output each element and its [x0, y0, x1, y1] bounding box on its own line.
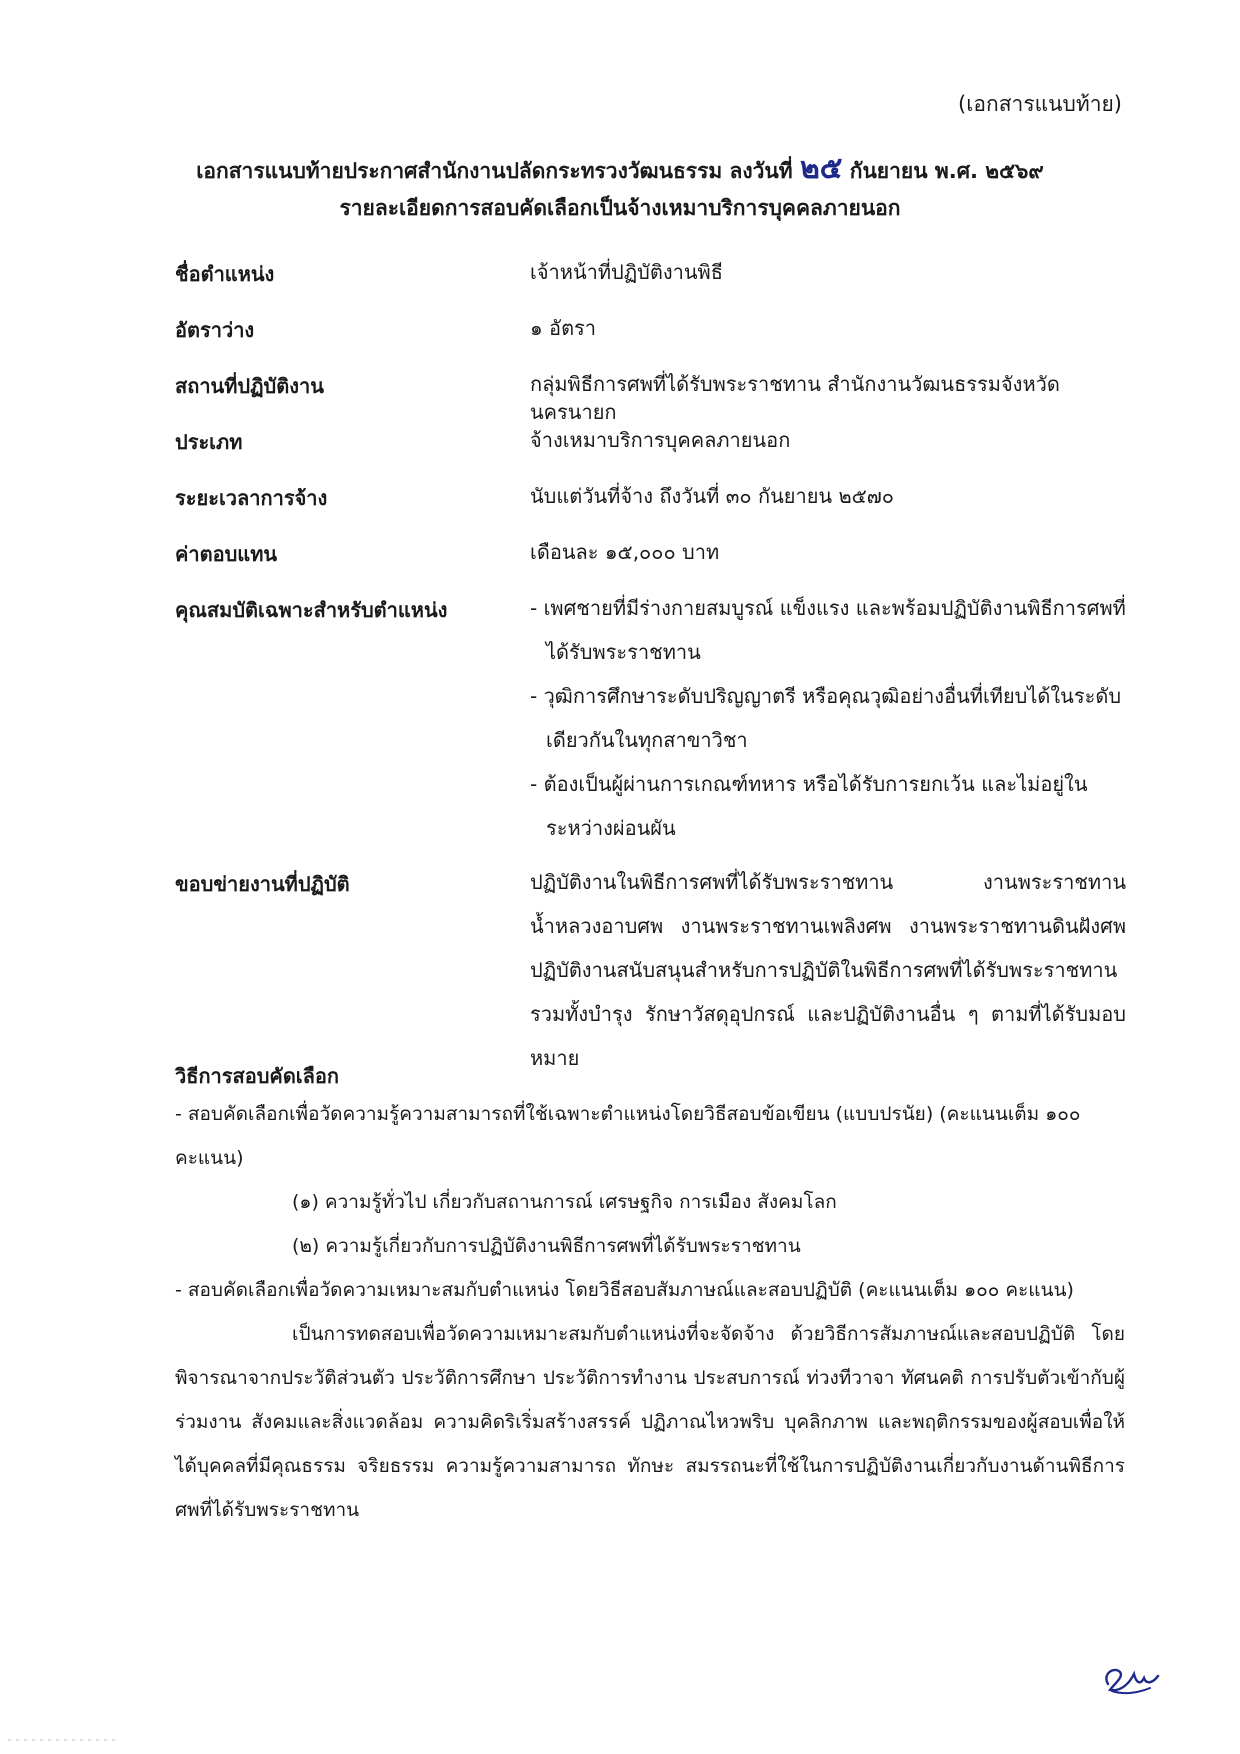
- qualification-item: - เพศชายที่มีร่างกายสมบูรณ์ แข็งแรง และพร้อมปฏิบัติงานพิธีการศพที่ได้รับพระราชทาน: [530, 596, 1126, 664]
- document-title-line2: รายละเอียดการสอบคัดเลือกเป็นจ้างเหมาบริการบุคคลภายนอก: [339, 196, 901, 220]
- scope-line: น้ำหลวงอาบศพ งานพระราชทานเพลิงศพ งานพระราชทานดินฝังศพ: [530, 914, 1126, 938]
- scan-specks: [8, 1738, 118, 1742]
- handwritten-day: ๒๕: [799, 151, 843, 186]
- attachment-note: (เอกสารแนบท้าย): [958, 92, 1122, 116]
- qualifications-list: [530, 586, 1126, 850]
- field-value: เดือนละ ๑๕,๐๐๐ บาท: [530, 540, 720, 564]
- exam-topic: (๑) ความรู้ทั่วไป เกี่ยวกับสถานการณ์ เศรษฐกิจ การเมือง สังคมโลก: [292, 1191, 837, 1213]
- qualification-item: - ต้องเป็นผู้ผ่านการเกณฑ์ทหาร หรือได้รับการยกเว้น และไม่อยู่ในระหว่างผ่อนผัน: [530, 772, 1088, 840]
- field-label: คุณสมบัติเฉพาะสำหรับตำแหน่ง: [175, 598, 448, 622]
- selection-body: [175, 1092, 1125, 1532]
- field-label: ค่าตอบแทน: [175, 542, 278, 566]
- signature-initials: [1100, 1660, 1162, 1696]
- written-exam-text: - สอบคัดเลือกเพื่อวัดความรู้ความสามารถที่ใช้เฉพาะตำแหน่งโดยวิธีสอบข้อเขียน (แบบปรนัย) (คะแนนเต็ม ๑๐๐ คะแนน): [175, 1103, 1081, 1169]
- exam-topic: (๒) ความรู้เกี่ยวกับการปฏิบัติงานพิธีการศพที่ได้รับพระราชทาน: [292, 1235, 801, 1257]
- field-label: ระยะเวลาการจ้าง: [175, 486, 328, 510]
- field-value: กลุ่มพิธีการศพที่ได้รับพระราชทาน สำนักงานวัฒนธรรมจังหวัดนครนายก: [530, 372, 1060, 424]
- scope-text: [530, 860, 1126, 1080]
- interview-description: เป็นการทดสอบเพื่อวัดความเหมาะสมกับตำแหน่งที่จะจัดจ้าง ด้วยวิธีการสัมภาษณ์และสอบปฏิบัติ โดยพิจารณาจากประวัติส่วนตัว ประวัติการศึกษา ประวัติการทำงาน ประสบการณ์ ท่วงทีวาจา ทัศนคติ การปรับตัวเข้ากับผู้ร่วมงาน สังคมและสิ่งแวดล้อม ความคิดริเริ่มสร้างสรรค์ ปฏิภาณไหวพริบ บุคลิกภาพ และพฤติกรรมของผู้สอบเพื่อให้ได้บุคคลที่มีคุณธรรม จริยธรรม ความรู้ความสามารถ ทักษะ สมรรถนะที่ใช้ในการปฏิบัติงานเกี่ยวกับงานด้านพิธีการศพที่ได้รับพระราชทาน: [175, 1323, 1125, 1521]
- scope-line: รวมทั้งบำรุง รักษาวัสดุอุปกรณ์ และปฏิบัติงานอื่น ๆ ตามที่ได้รับมอบหมาย: [530, 1002, 1126, 1070]
- title-text-before: เอกสารแนบท้ายประกาศสำนักงานปลัดกระทรวงวัฒนธรรม ลงวันที่: [196, 159, 793, 183]
- field-label: ชื่อตำแหน่ง: [175, 262, 275, 286]
- field-value: ๑ อัตรา: [530, 316, 597, 340]
- field-value: จ้างเหมาบริการบุคคลภายนอก: [530, 428, 791, 452]
- qualification-item: - วุฒิการศึกษาระดับปริญญาตรี หรือคุณวุฒิอย่างอื่นที่เทียบได้ในระดับเดียวกันในทุกสาขาวิชา: [530, 684, 1122, 752]
- title-text-after: กันยายน พ.ศ. ๒๕๖๙: [849, 159, 1044, 183]
- field-label: อัตราว่าง: [175, 318, 255, 342]
- selection-heading: วิธีการสอบคัดเลือก: [175, 1064, 340, 1088]
- field-label: สถานที่ปฏิบัติงาน: [175, 374, 324, 398]
- field-label: ขอบข่ายงานที่ปฏิบัติ: [175, 872, 350, 896]
- scope-line: ปฏิบัติงานสนับสนุนสำหรับการปฏิบัติในพิธีการศพที่ได้รับพระราชทาน: [530, 958, 1118, 982]
- scope-line: ปฏิบัติงานในพิธีการศพที่ได้รับพระราชทาน งานพระราชทาน: [530, 870, 1126, 894]
- field-label: ประเภท: [175, 430, 243, 454]
- document-title-line1: [0, 145, 1240, 192]
- field-value: เจ้าหน้าที่ปฏิบัติงานพิธี: [530, 260, 723, 284]
- field-value: นับแต่วันที่จ้าง ถึงวันที่ ๓๐ กันยายน ๒๕๗๐: [530, 484, 895, 508]
- interview-exam-text: - สอบคัดเลือกเพื่อวัดความเหมาะสมกับตำแหน่ง โดยวิธีสอบสัมภาษณ์และสอบปฏิบัติ (คะแนนเต็ม ๑๐๐ คะแนน): [175, 1279, 1074, 1301]
